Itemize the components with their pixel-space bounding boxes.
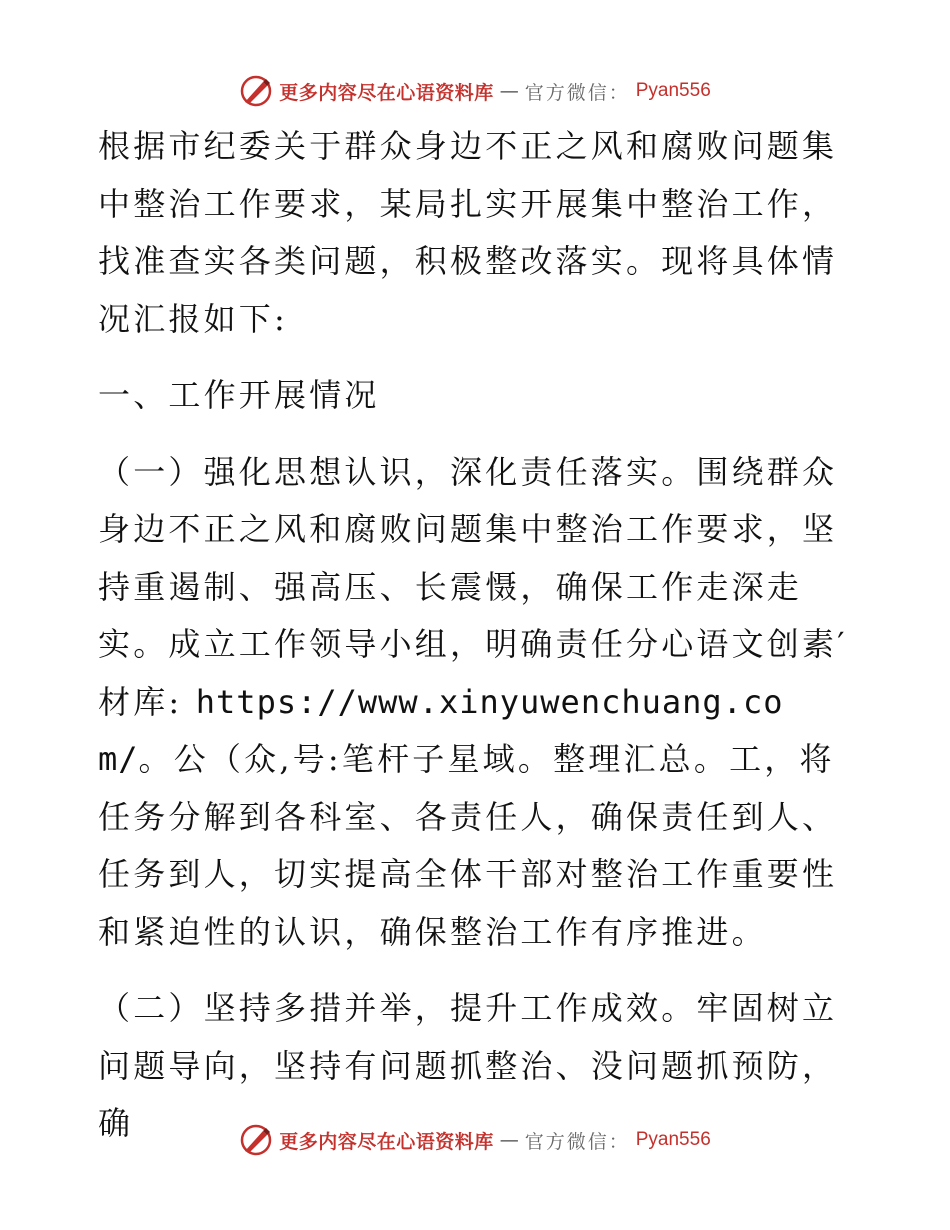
watermark-separator: — <box>499 80 519 102</box>
watermark-brand: 更多内容尽在心语资料库 <box>279 81 494 104</box>
item-one-paragraph <box>98 444 850 962</box>
intro-paragraph: 根据市纪委关于群众身边不正之风和腐败问题集中整治工作要求，某局扎实开展集中整治工作，找准查实各类问题，积极整改落实。现将具体情况汇报如下: <box>98 127 838 338</box>
watermark-brand: 更多内容尽在心语资料库 <box>279 1130 494 1153</box>
item-one-text-a: （一）强化思想认识，深化责任落实。围绕群众身边不正之风和腐败问题集中整治工作要求，坚持重遏制、强高压、长震慑，确保工作走深走实。成立工作领导小组，明确责任分心语文创素′材库: <box>98 452 848 721</box>
document-body <box>98 118 850 1153</box>
watermark-handle: Pyan556 <box>635 1129 711 1150</box>
watermark-separator: — <box>499 1129 519 1151</box>
pen-logo-icon <box>239 74 273 108</box>
header-watermark <box>0 71 950 111</box>
footer-watermark <box>0 1120 950 1160</box>
section-heading: 一、工作开展情况 <box>98 376 380 414</box>
watermark-contact-label: 官方微信： <box>524 1130 630 1153</box>
item-one-text-b: 。公（众,号:笔杆子星域。整理汇总。工，将任务分解到各科室、各责任人，确保责任到人、任务到人，切实提高全体干部对整治工作重要性和紧迫性的认识，确保整治工作有序推进。 <box>98 740 838 951</box>
watermark-handle: Pyan556 <box>635 80 711 101</box>
item-two-paragraph: （二）坚持多措并举，提升工作成效。牢固树立问题导向，坚持有问题抓整治、没问题抓预防，确 <box>98 989 838 1142</box>
item-one-url: https://www.xinyuwenchuang.com/ <box>98 682 784 778</box>
pen-logo-icon <box>239 1123 273 1157</box>
watermark-contact-label: 官方微信： <box>524 81 630 104</box>
